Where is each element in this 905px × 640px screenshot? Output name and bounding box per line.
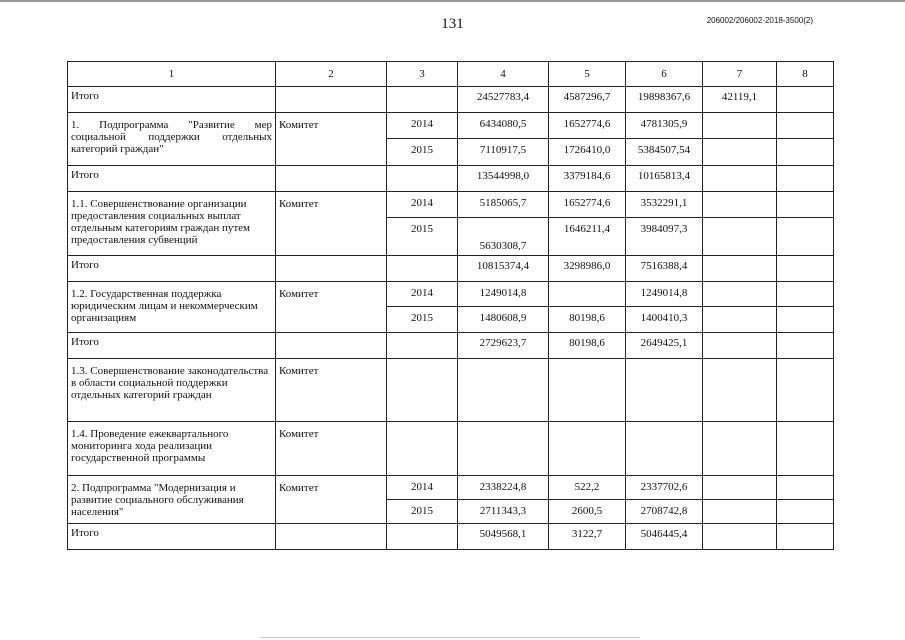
value-col8 — [777, 333, 834, 359]
value-col4: 2338224,8 — [458, 476, 549, 500]
total-row — [68, 524, 834, 550]
total-row — [68, 87, 834, 113]
table-row — [68, 192, 834, 218]
value-col6: 4781305,9 — [626, 113, 703, 139]
value-col7 — [703, 500, 777, 524]
value-col4: 1480608,9 — [458, 307, 549, 333]
value-col5: 1652774,6 — [549, 192, 626, 218]
value-col8 — [777, 282, 834, 307]
value-col4: 5185065,7 — [458, 192, 549, 218]
executor-cell — [276, 166, 387, 192]
value-col7 — [703, 359, 777, 422]
value-col8 — [777, 192, 834, 218]
value-col6: 10165813,4 — [626, 166, 703, 192]
total-row — [68, 333, 834, 359]
value-col5: 1652774,6 — [549, 113, 626, 139]
value-col4: 2729623,7 — [458, 333, 549, 359]
value-col6: 7516388,4 — [626, 256, 703, 282]
value-col8 — [777, 524, 834, 550]
value-col7 — [703, 192, 777, 218]
table-row — [68, 113, 834, 139]
executor-cell — [276, 333, 387, 359]
value-col6: 1249014,8 — [626, 282, 703, 307]
value-col7 — [703, 524, 777, 550]
value-col8 — [777, 256, 834, 282]
budget-table — [67, 61, 834, 550]
measure-name-cell: 1.4. Проведение ежеквартального мониторинга хода реализации государственной программы — [68, 422, 276, 476]
value-col4: 7110917,5 — [458, 139, 549, 166]
year-cell — [387, 87, 458, 113]
table-row — [68, 359, 834, 422]
value-col6: 5384507,54 — [626, 139, 703, 166]
column-numbers-row — [68, 62, 834, 87]
value-col4: 1249014,8 — [458, 282, 549, 307]
year-cell — [387, 166, 458, 192]
year-cell: 2014 — [387, 476, 458, 500]
table-row — [68, 476, 834, 500]
column-header: 7 — [703, 62, 777, 87]
value-col5: 2600,5 — [549, 500, 626, 524]
value-col7 — [703, 139, 777, 166]
value-col4 — [458, 359, 549, 422]
year-cell: 2014 — [387, 282, 458, 307]
value-col5: 80198,6 — [549, 307, 626, 333]
value-col4: 6434080,5 — [458, 113, 549, 139]
value-col6 — [626, 422, 703, 476]
value-col7 — [703, 333, 777, 359]
value-col4: 13544998,0 — [458, 166, 549, 192]
value-col5: 522,2 — [549, 476, 626, 500]
value-col8 — [777, 476, 834, 500]
executor-cell: Комитет — [276, 282, 387, 333]
value-col4: 5049568,1 — [458, 524, 549, 550]
value-col8 — [777, 359, 834, 422]
value-col6: 2708742,8 — [626, 500, 703, 524]
bottom-scan-edge — [260, 637, 640, 638]
value-col4: 24527783,4 — [458, 87, 549, 113]
table-row — [68, 282, 834, 307]
value-col5: 80198,6 — [549, 333, 626, 359]
table-row — [68, 422, 834, 476]
value-col4: 5630308,7 — [458, 218, 549, 256]
year-cell: 2015 — [387, 218, 458, 256]
value-col6: 2337702,6 — [626, 476, 703, 500]
value-col5: 1726410,0 — [549, 139, 626, 166]
subprogram-name-cell — [68, 113, 276, 166]
executor-cell — [276, 256, 387, 282]
measure-name-cell: 1.1. Совершенствование организации предоставления социальных выплат отдельным категориям граждан путем предоставления субвенций — [68, 192, 276, 256]
measure-name-cell: 1.2. Государственная поддержка юридическим лицам и некоммерческим организациям — [68, 282, 276, 333]
subprogram-name-cell: 2. Подпрограмма "Модернизация и развитие социального обслуживания населения" — [68, 476, 276, 524]
value-col5 — [549, 282, 626, 307]
value-col6 — [626, 359, 703, 422]
name-line: категорий граждан" — [71, 143, 164, 155]
executor-cell: Комитет — [276, 422, 387, 476]
value-col8 — [777, 113, 834, 139]
year-cell: 2014 — [387, 192, 458, 218]
value-col7 — [703, 113, 777, 139]
value-col6: 2649425,1 — [626, 333, 703, 359]
executor-cell — [276, 524, 387, 550]
year-cell: 2015 — [387, 139, 458, 166]
value-col8 — [777, 307, 834, 333]
value-col7 — [703, 476, 777, 500]
top-scan-edge — [0, 0, 905, 2]
value-col7 — [703, 166, 777, 192]
value-col5 — [549, 359, 626, 422]
value-col7 — [703, 422, 777, 476]
value-col7 — [703, 218, 777, 256]
column-header: 6 — [626, 62, 703, 87]
value-col6: 5046445,4 — [626, 524, 703, 550]
row-label: Итого — [68, 87, 276, 113]
value-col6: 1400410,3 — [626, 307, 703, 333]
column-header: 8 — [777, 62, 834, 87]
name-line: 1. Подпрограмма "Развитие мер — [71, 119, 272, 131]
value-col5 — [549, 422, 626, 476]
column-header: 3 — [387, 62, 458, 87]
column-header: 4 — [458, 62, 549, 87]
total-row — [68, 166, 834, 192]
measure-name-cell: 1.3. Совершенствование законодательства в области социальной поддержки отдельных категорий граждан — [68, 359, 276, 422]
value-col5: 3298986,0 — [549, 256, 626, 282]
executor-cell: Комитет — [276, 359, 387, 422]
name-line: социальной поддержки отдельных — [71, 131, 272, 143]
year-cell — [387, 524, 458, 550]
year-cell: 2015 — [387, 307, 458, 333]
value-col5: 1646211,4 — [549, 218, 626, 256]
value-col4: 10815374,4 — [458, 256, 549, 282]
year-cell — [387, 359, 458, 422]
row-label: Итого — [68, 166, 276, 192]
column-header: 1 — [68, 62, 276, 87]
value-col5: 3379184,6 — [549, 166, 626, 192]
page-number: 131 — [441, 16, 464, 32]
value-col7 — [703, 307, 777, 333]
value-col7 — [703, 282, 777, 307]
value-col8 — [777, 422, 834, 476]
executor-cell: Комитет — [276, 192, 387, 256]
value-col5: 4587296,7 — [549, 87, 626, 113]
value-col4 — [458, 422, 549, 476]
executor-cell: Комитет — [276, 476, 387, 524]
year-cell — [387, 422, 458, 476]
year-cell — [387, 256, 458, 282]
column-header: 5 — [549, 62, 626, 87]
value-col8 — [777, 139, 834, 166]
year-cell — [387, 333, 458, 359]
value-col8 — [777, 166, 834, 192]
document-code: 206002/206002-2018-3500(2) — [706, 16, 813, 25]
row-label: Итого — [68, 256, 276, 282]
value-col6: 3532291,1 — [626, 192, 703, 218]
column-header: 2 — [276, 62, 387, 87]
executor-cell — [276, 87, 387, 113]
row-label: Итого — [68, 524, 276, 550]
value-col8 — [777, 218, 834, 256]
value-col6: 19898367,6 — [626, 87, 703, 113]
row-label: Итого — [68, 333, 276, 359]
value-col6: 3984097,3 — [626, 218, 703, 256]
value-col5: 3122,7 — [549, 524, 626, 550]
value-col4: 2711343,3 — [458, 500, 549, 524]
year-cell: 2015 — [387, 500, 458, 524]
value-col8 — [777, 500, 834, 524]
total-row — [68, 256, 834, 282]
value-col8 — [777, 87, 834, 113]
year-cell: 2014 — [387, 113, 458, 139]
executor-cell: Комитет — [276, 113, 387, 166]
value-col7 — [703, 256, 777, 282]
value-col7: 42119,1 — [703, 87, 777, 113]
